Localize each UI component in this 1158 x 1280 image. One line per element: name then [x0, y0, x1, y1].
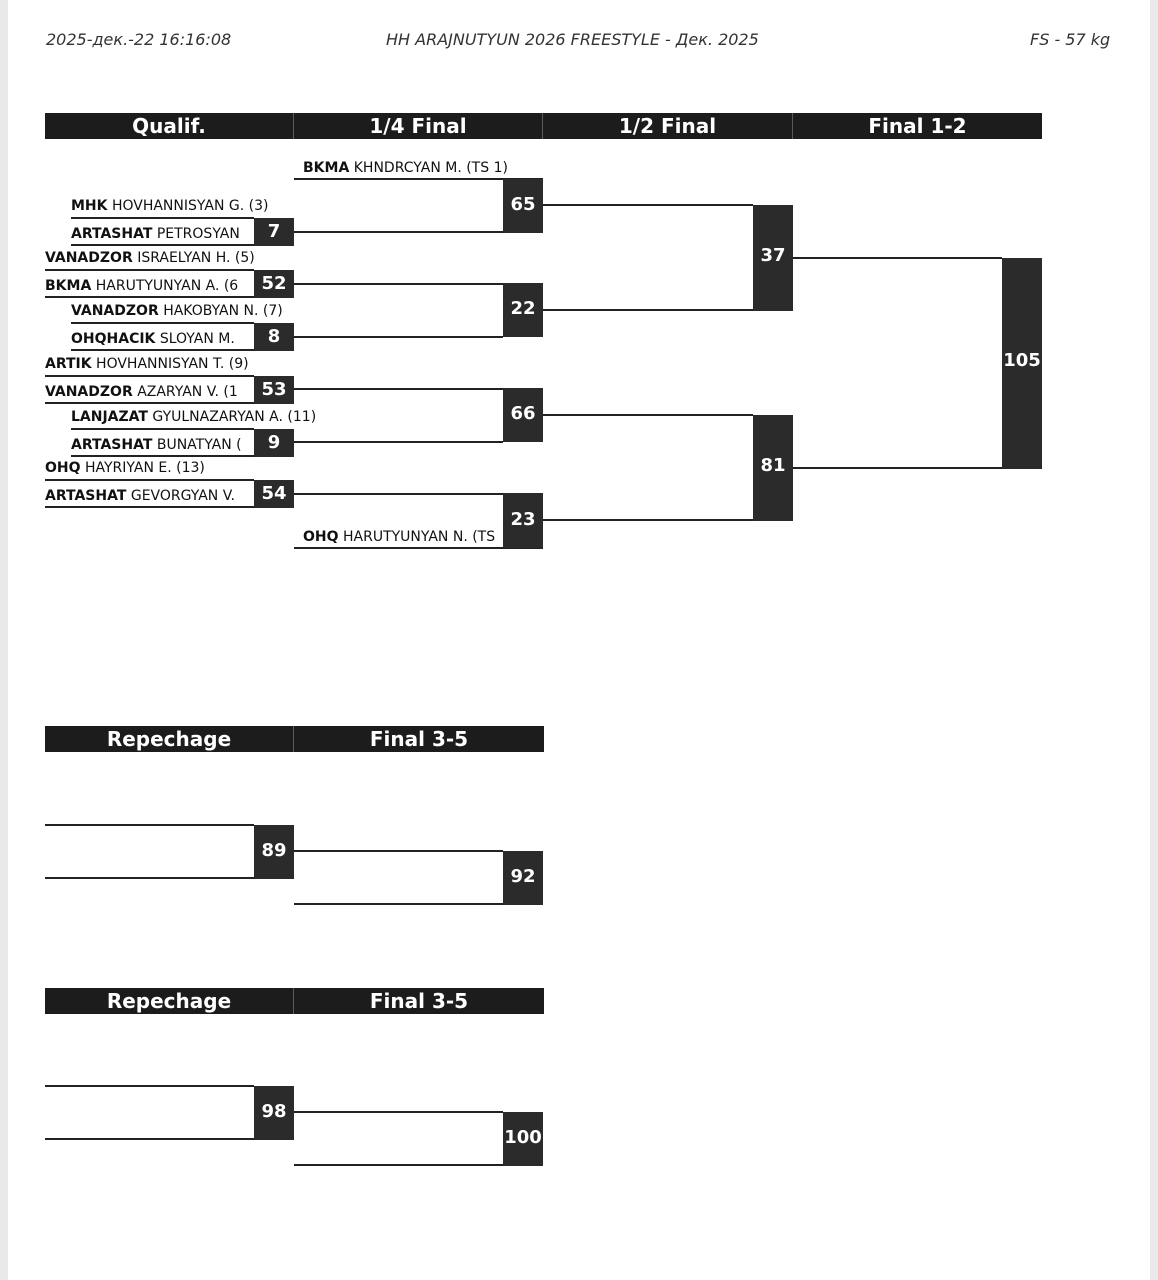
- athlete-qualif: OHQ HAYRIYAN E. (13): [45, 460, 205, 476]
- bout-box: 105: [1002, 258, 1042, 469]
- athlete-qualif: ARTIK HOVHANNISYAN T. (9): [45, 356, 249, 372]
- event-title: HH ARAJNUTYUN 2026 FREESTYLE - Дек. 2025: [386, 30, 759, 49]
- athlete-qualif: ARTASHAT BUNATYAN (: [71, 437, 242, 453]
- col-qualif: Qualif.: [45, 113, 294, 139]
- bout-box: 89: [254, 825, 294, 879]
- athlete-qualif: ARTASHAT GEVORGYAN V.: [45, 488, 235, 504]
- bout-box: 22: [503, 283, 543, 337]
- bout-box: 9: [254, 429, 294, 457]
- print-timestamp: 2025-дек.-22 16:16:08: [46, 30, 232, 49]
- bout-box: 7: [254, 218, 294, 246]
- bout-box: 100: [503, 1112, 543, 1166]
- bout-box: 81: [753, 415, 793, 521]
- col-quarter-final: 1/4 Final: [294, 113, 543, 139]
- bout-box: 92: [503, 851, 543, 905]
- athlete-qualif: MHK HOVHANNISYAN G. (3): [71, 198, 269, 214]
- bracket-sheet: [8, 0, 1150, 1280]
- athlete-qualif: OHQHACIK SLOYAN M.: [71, 331, 235, 347]
- athlete-qf-top: BKMA KHNDRCYAN M. (TS 1): [303, 160, 508, 176]
- col-final-3-5: Final 3-5: [369, 989, 469, 1013]
- athlete-qf-bottom: OHQ HARUTYUNYAN N. (TS: [303, 529, 496, 545]
- col-final-3-5: Final 3-5: [369, 727, 469, 751]
- bout-box: 52: [254, 270, 294, 298]
- bout-box: 54: [254, 480, 294, 508]
- weight-category: FS - 57 kg: [1030, 30, 1111, 49]
- athlete-qualif: VANADZOR ISRAELYAN H. (5): [45, 250, 255, 266]
- athlete-qualif: ARTASHAT PETROSYAN: [71, 226, 240, 242]
- bout-box: 23: [503, 493, 543, 548]
- bout-box: 53: [254, 376, 294, 404]
- bout-box: 8: [254, 323, 294, 351]
- athlete-qualif: BKMA HARUTYUNYAN A. (6: [45, 278, 239, 294]
- col-semi-final: 1/2 Final: [543, 113, 793, 139]
- bout-box: 98: [254, 1086, 294, 1140]
- col-repechage: Repechage: [45, 988, 294, 1014]
- athlete-qualif: VANADZOR HAKOBYAN N. (7): [71, 303, 283, 319]
- athlete-qualif: LANJAZAT GYULNAZARYAN A. (11): [71, 409, 317, 425]
- bout-box: 37: [753, 205, 793, 311]
- col-final-1-2: Final 1-2: [868, 114, 967, 138]
- col-repechage: Repechage: [45, 726, 294, 752]
- athlete-qualif: VANADZOR AZARYAN V. (1: [45, 384, 238, 400]
- bout-box: 65: [503, 179, 543, 233]
- bout-box: 66: [503, 388, 543, 442]
